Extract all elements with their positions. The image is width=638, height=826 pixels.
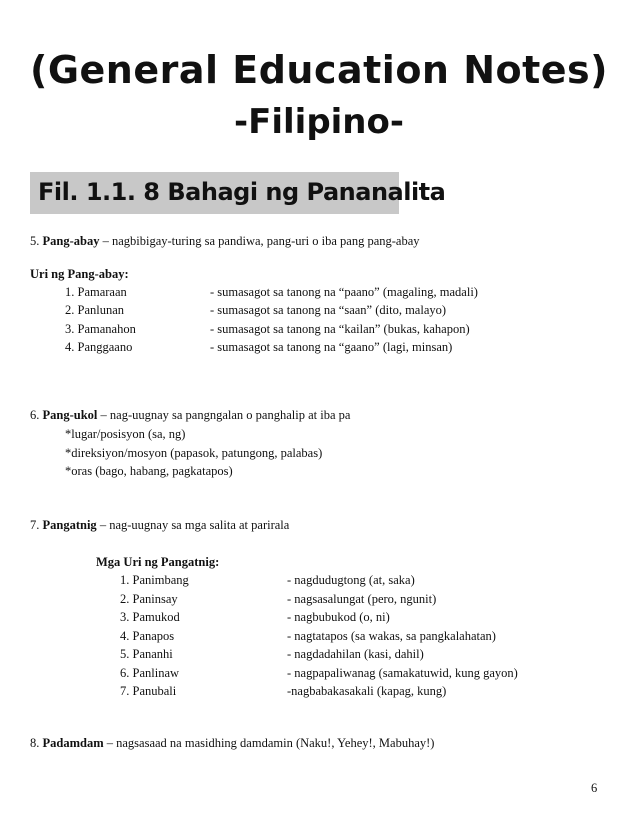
section-header-label: Fil. 1.1. 8 Bahagi ng Pananalita [38,178,446,206]
item-8-term: Padamdam [42,736,104,750]
item-8-definition: – nagsasaad na masidhing damdamin (Naku!, Yehey!, Mabuhay!) [106,736,435,750]
pangatnig-type-label: 3. Pamukod [120,610,180,624]
document-subtitle: -Filipino- [234,102,404,142]
pangatnig-type-desc: - nagtatapos (sa wakas, sa pangkalahatan) [287,629,496,643]
pang-abay-type-label: 2. Panlunan [65,303,125,317]
pang-abay-type-label: 4. Panggaano [65,340,133,354]
pang-abay-type-desc: - sumasagot sa tanong na “paano” (magaling, madali) [210,285,478,299]
document-title: (General Education Notes) [29,48,609,92]
item-5-line [30,234,420,249]
item-6-term: Pang-ukol [42,408,98,422]
item-5-term: Pang-abay [42,234,100,248]
pang-abay-type-desc: - sumasagot sa tanong na “gaano” (lagi, minsan) [210,340,453,354]
pangatnig-type-label: 4. Panapos [120,629,175,643]
item-5-definition: – nagbibigay-turing sa pandiwa, pang-uri o iba pang pang-abay [102,234,420,248]
pang-ukol-bullet: *lugar/posisyon (sa, ng) [65,427,186,441]
pang-ukol-bullet: *oras (bago, habang, pagkatapos) [65,464,233,478]
pangatnig-type-desc: -nagbabakasakali (kapag, kung) [287,684,447,698]
item-7-term: Pangatnig [42,518,97,532]
item-7-definition: – nag-uugnay sa mga salita at parirala [99,518,290,532]
page-number: 6 [591,781,598,795]
pangatnig-type-label: 7. Panubali [120,684,177,698]
pangatnig-type-label: 2. Paninsay [120,592,178,606]
pang-abay-type-desc: - sumasagot sa tanong na “saan” (dito, malayo) [210,303,447,317]
item-8-line [30,736,434,751]
pang-abay-type-label: 3. Pamanahon [65,322,136,336]
pangatnig-type-label: 1. Panimbang [120,573,189,587]
pang-ukol-bullet: *direksiyon/mosyon (papasok, patungong, palabas) [65,446,323,460]
item-7-line [30,518,289,533]
item-7-number: 7. [30,518,40,532]
pangatnig-type-desc: - nagpapaliwanag (samakatuwid, kung gayon) [287,666,518,680]
pangatnig-type-label: 6. Panlinaw [120,666,180,680]
pang-abay-types-heading: Uri ng Pang-abay: [30,267,129,281]
pangatnig-type-label: 5. Pananhi [120,647,173,661]
pangatnig-type-desc: - nagdudugtong (at, saka) [287,573,415,587]
item-6-definition: – nag-uugnay sa pangngalan o panghalip at iba pa [100,408,351,422]
pangatnig-type-desc: - nagdadahilan (kasi, dahil) [287,647,424,661]
pang-abay-type-desc: - sumasagot sa tanong na “kailan” (bukas, kahapon) [210,322,470,336]
pangatnig-type-desc: - nagbubukod (o, ni) [287,610,390,624]
item-6-line [30,408,350,423]
item-6-number: 6. [30,408,40,422]
pangatnig-type-desc: - nagsasalungat (pero, ngunit) [287,592,437,606]
item-5-number: 5. [30,234,40,248]
pangatnig-types-heading: Mga Uri ng Pangatnig: [96,555,220,569]
pang-abay-type-label: 1. Pamaraan [65,285,127,299]
item-8-number: 8. [30,736,40,750]
